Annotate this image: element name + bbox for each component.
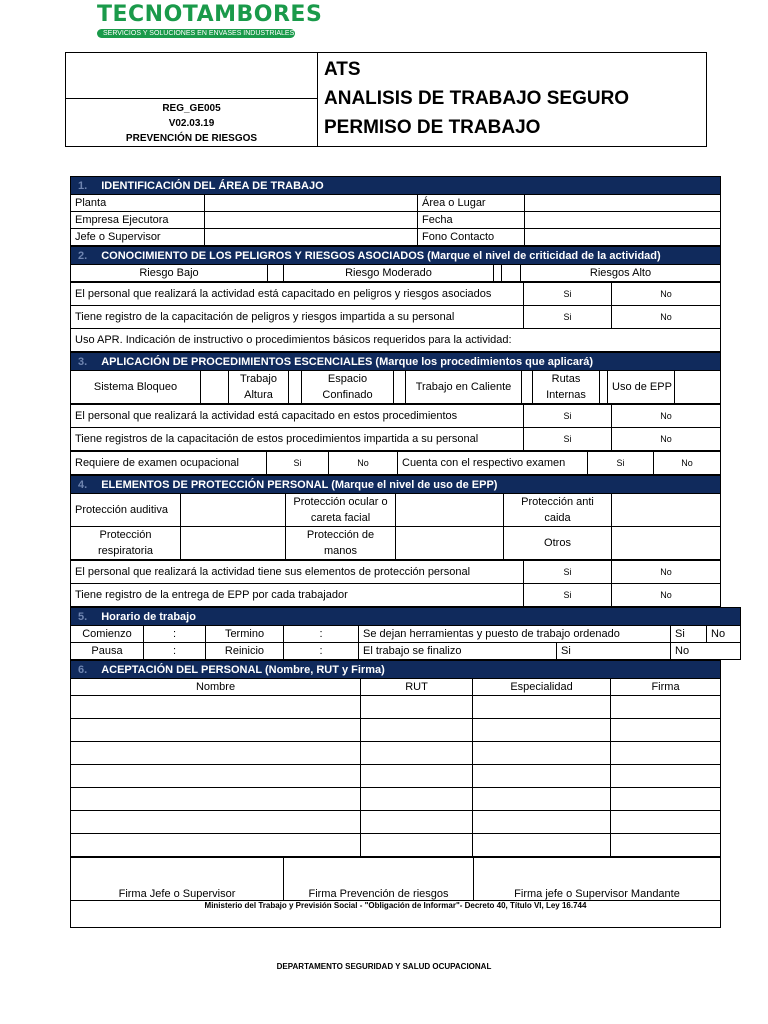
si-option[interactable]: Si [524,428,612,451]
finalizo-si-option[interactable]: Si [557,643,671,660]
caida-label: Protección anti caida [504,494,612,527]
question-capacitado: El personal que realizará la actividad está capacitado en peligros y riesgos asociados [71,283,524,306]
section-number: 5. [78,610,88,623]
legal-note: Ministerio del Trabajo y Previsión Social - "Obligación de Informar"- Decreto 40, Título VI, Ley 16.744 [71,901,721,928]
section-number: 6. [78,663,88,676]
section-4-questions [70,560,721,607]
si-option[interactable]: Si [267,452,329,475]
document-header [65,52,707,147]
comienzo-label: Comienzo [71,626,144,643]
firma-cell[interactable] [611,811,721,834]
col-nombre: Nombre [71,679,361,696]
altura-check[interactable] [289,371,302,404]
section-3-header [71,353,721,371]
jefe-label: Jefe o Supervisor [71,229,205,246]
termino-label: Termino [206,626,284,643]
rut-cell[interactable] [361,742,473,765]
manos-check[interactable] [396,527,504,560]
section-2-header [71,247,721,265]
rut-cell[interactable] [361,811,473,834]
nombre-cell[interactable] [71,719,361,742]
rut-cell[interactable] [361,765,473,788]
firma-jefe-field[interactable]: Firma Jefe o Supervisor [71,858,284,901]
altura-label: Trabajo Altura [229,371,289,404]
section-6-header [71,661,721,679]
title-ats: ATS [324,59,361,80]
table-row [71,405,721,428]
respiratoria-check[interactable] [181,527,286,560]
table-row [71,527,721,560]
no-option[interactable]: No [612,283,721,306]
section-number: 3. [78,355,88,368]
nombre-cell[interactable] [71,696,361,719]
planta-field[interactable] [205,195,418,212]
form-body [70,176,726,928]
table-row [71,494,721,527]
section-3-table [70,352,721,404]
firma-cell[interactable] [611,719,721,742]
table-row [71,742,721,765]
empresa-label: Empresa Ejecutora [71,212,205,229]
caida-check[interactable] [612,494,721,527]
question-registro: Tiene registro de la capacitación de peligros y riesgos impartida a su personal [71,306,524,329]
finalizo-no-option[interactable]: No [671,643,741,660]
si-option[interactable]: Si [524,584,612,607]
section-title: CONOCIMIENTO DE LOS PELIGROS Y RIESGOS ASOCIADOS (Marque el nivel de criticidad de la actividad) [101,249,661,262]
no-option[interactable]: No [707,626,741,643]
especialidad-cell[interactable] [473,719,611,742]
ocular-check[interactable] [396,494,504,527]
section-6-table [70,660,721,857]
no-option[interactable]: No [612,405,721,428]
table-row [71,229,721,246]
section-1-header [71,177,721,195]
table-row [71,584,721,607]
logo-name: TECNOTAMBORES [97,2,323,27]
company-logo [97,2,323,38]
herramientas-label: Se dejan herramientas y puesto de trabajo ordenado [359,626,671,643]
section-3-questions [70,404,721,451]
col-firma: Firma [611,679,721,696]
auditiva-label: Protección auditiva [71,494,181,527]
signature-row [71,858,721,901]
firma-cell[interactable] [611,788,721,811]
planta-label: Planta [71,195,205,212]
riesgo-alto-label: Riesgos Alto [521,265,721,282]
reinicio-label: Reinicio [206,643,284,660]
caliente-check[interactable] [522,371,533,404]
blank-cell [502,265,521,282]
finalizo-text: El trabajo se finalizo [363,645,462,657]
si-option[interactable]: Si [588,452,654,475]
firma-cell[interactable] [611,696,721,719]
signature-table [70,857,721,928]
table-row [71,765,721,788]
firma-cell[interactable] [611,765,721,788]
termino-time-field[interactable]: : [284,626,359,643]
section-3-examen [70,451,721,475]
finalizo-label [359,643,557,660]
nombre-cell[interactable] [71,765,361,788]
jefe-field[interactable] [205,229,418,246]
empresa-field[interactable] [205,212,418,229]
riesgo-bajo-check[interactable] [268,265,284,282]
especialidad-cell[interactable] [473,834,611,857]
bloqueo-label: Sistema Bloqueo [71,371,201,404]
pausa-time-field[interactable]: : [144,643,206,660]
section-title: IDENTIFICACIÓN DEL ÁREA DE TRABAJO [101,179,324,192]
epp-label: Uso de EPP [608,371,675,404]
firma-mandante-field[interactable]: Firma jefe o Supervisor Mandante [474,858,721,901]
section-title: ACEPTACIÓN DEL PERSONAL (Nombre, RUT y Firma) [101,663,385,676]
especialidad-cell[interactable] [473,696,611,719]
firma-cell[interactable] [611,742,721,765]
area-field[interactable] [525,195,721,212]
section-2-questions [70,282,721,352]
si-option[interactable]: Si [524,306,612,329]
no-option[interactable]: No [612,306,721,329]
table-row [71,212,721,229]
table-row [71,371,721,404]
si-option[interactable]: Si [524,561,612,584]
doc-code: REG_GE005 [162,103,221,114]
section-number: 4. [78,478,88,491]
section-number: 1. [78,179,88,192]
question-capacitado-proc: El personal que realizará la actividad está capacitado en estos procedimientos [71,405,524,428]
table-row [71,811,721,834]
section-4-header [71,476,721,494]
area-label: Área o Lugar [418,195,525,212]
especialidad-cell[interactable] [473,742,611,765]
rut-cell[interactable] [361,696,473,719]
doc-dept: PREVENCIÓN DE RIESGOS [125,133,258,144]
section-4-table [70,475,721,560]
auditiva-check[interactable] [181,494,286,527]
fecha-label: Fecha [418,212,525,229]
riesgo-moderado-check[interactable] [494,265,502,282]
table-row [71,265,721,282]
si-option[interactable]: Si [524,283,612,306]
si-option[interactable]: Si [671,626,707,643]
section-title: ELEMENTOS DE PROTECCIÓN PERSONAL (Marque el nivel de uso de EPP) [101,478,498,491]
section-1-table [70,176,721,246]
caliente-label: Trabajo en Caliente [406,371,522,404]
table-header-row [71,679,721,696]
cuenta-examen-label: Cuenta con el respectivo examen [398,452,588,475]
respiratoria-label: Protección respiratoria [71,527,181,560]
confinado-label: Espacio Confinado [302,371,394,404]
rut-cell[interactable] [361,788,473,811]
bloqueo-check[interactable] [201,371,229,404]
table-row [71,329,721,352]
question-registro-epp: Tiene registro de la entrega de EPP por cada trabajador [71,584,524,607]
table-row [71,306,721,329]
table-row [71,428,721,451]
table-row [71,788,721,811]
section-2-table [70,246,721,282]
otros-label: Otros [504,527,612,560]
col-especialidad: Especialidad [473,679,611,696]
footer-department: DEPARTAMENTO SEGURIDAD Y SALUD OCUPACIONAL [276,962,492,971]
rut-cell[interactable] [361,834,473,857]
rut-cell[interactable] [361,719,473,742]
reinicio-time-field[interactable]: : [284,643,359,660]
table-row [71,719,721,742]
rutas-label: Rutas Internas [533,371,600,404]
epp-check[interactable] [675,371,721,404]
table-row [71,561,721,584]
fecha-field[interactable] [525,212,721,229]
title-permiso: PERMISO DE TRABAJO [324,117,541,138]
question-registro-proc: Tiene registros de la capacitación de estos procedimientos impartida a su personal [71,428,524,451]
table-row [71,643,741,660]
doc-version: V02.03.19 [168,118,215,129]
no-option[interactable]: No [654,452,721,475]
firma-prevencion-field[interactable]: Firma Prevención de riesgos [284,858,474,901]
especialidad-cell[interactable] [473,811,611,834]
section-title: Horario de trabajo [101,610,196,623]
nombre-cell[interactable] [71,811,361,834]
firma-cell[interactable] [611,834,721,857]
riesgo-moderado-label: Riesgo Moderado [284,265,494,282]
rutas-check[interactable] [600,371,608,404]
nombre-cell[interactable] [71,788,361,811]
table-row [71,283,721,306]
especialidad-cell[interactable] [473,788,611,811]
examen-label: Requiere de examen ocupacional [71,452,267,475]
confinado-check[interactable] [394,371,406,404]
section-5-table [70,607,741,660]
header-blank-cell [66,53,317,99]
table-row [71,452,721,475]
si-option[interactable]: Si [524,405,612,428]
title-analisis: ANALISIS DE TRABAJO SEGURO [324,88,630,109]
section-5-header [71,608,741,626]
header-meta [66,53,318,146]
table-row [71,834,721,857]
header-titles [324,55,629,142]
table-row [71,696,721,719]
ocular-label: Protección ocular o careta facial [286,494,396,527]
table-row [71,626,741,643]
nombre-cell[interactable] [71,834,361,857]
no-option[interactable]: No [612,561,721,584]
no-option[interactable]: No [329,452,398,475]
pausa-label: Pausa [71,643,144,660]
apr-field[interactable]: Uso APR. Indicación de instructivo o procedimientos básicos requeridos para la actividad: [71,329,721,352]
manos-label: Protección de manos [286,527,396,560]
especialidad-cell[interactable] [473,765,611,788]
fono-label: Fono Contacto [418,229,525,246]
otros-check[interactable] [612,527,721,560]
comienzo-time-field[interactable]: : [144,626,206,643]
section-title: APLICACIÓN DE PROCEDIMIENTOS ESCENCIALES (Marque los procedimientos que aplicará) [101,355,594,368]
section-number: 2. [78,249,88,262]
question-epp: El personal que realizará la actividad tiene sus elementos de protección personal [71,561,524,584]
col-rut: RUT [361,679,473,696]
no-option[interactable]: No [612,428,721,451]
table-row [71,195,721,212]
legal-row [71,901,721,928]
logo-tagline: SERVICIOS Y SOLUCIONES EN ENVASES INDUSTRIALES [97,29,295,38]
fono-field[interactable] [525,229,721,246]
riesgo-bajo-label: Riesgo Bajo [71,265,268,282]
nombre-cell[interactable] [71,742,361,765]
no-option[interactable]: No [612,584,721,607]
